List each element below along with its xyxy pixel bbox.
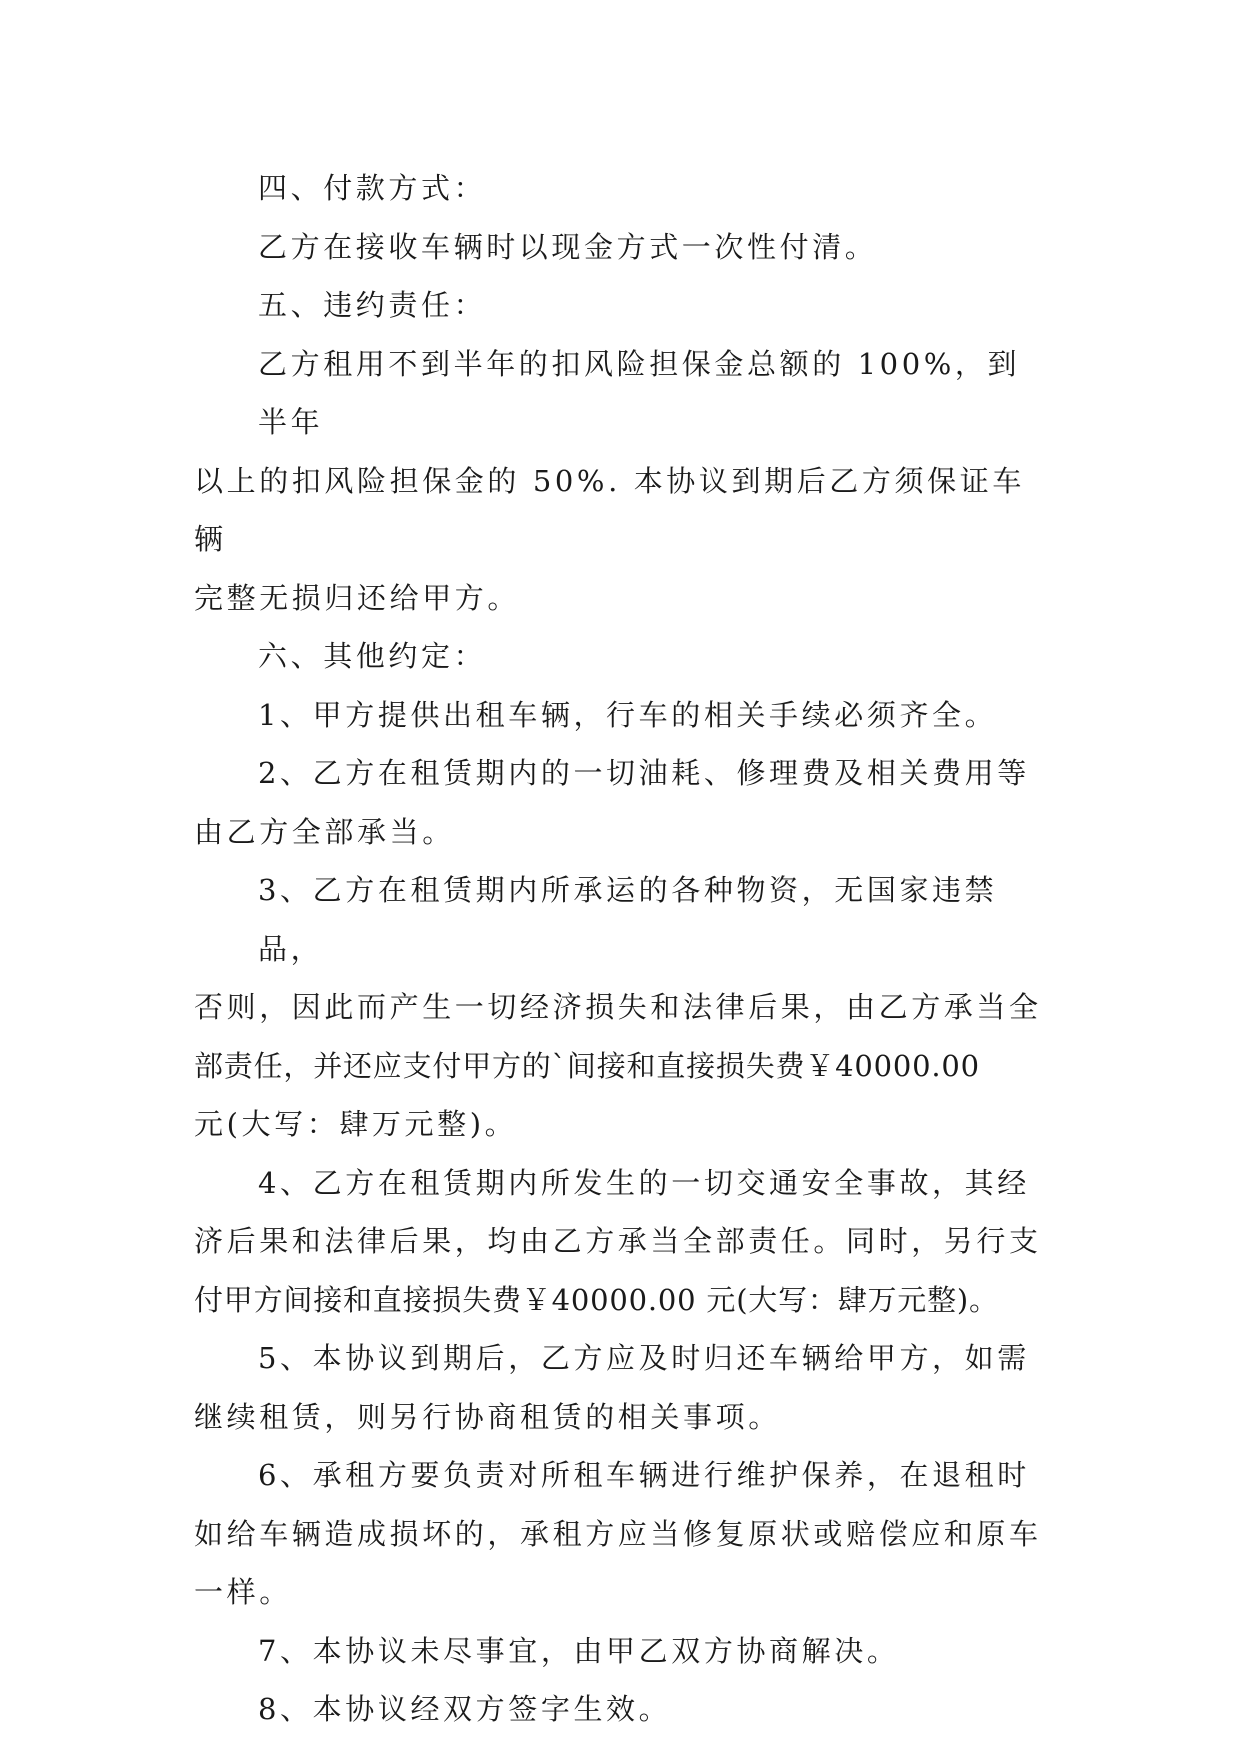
text-line: 乙方租用不到半年的扣风险担保金总额的 100%，到半年	[258, 346, 1021, 439]
text-line: 否则，因此而产生一切经济损失和法律后果，由乙方承当全	[194, 990, 1042, 1024]
section-heading-payment	[194, 159, 1046, 218]
text-line: 1、甲方提供出租车辆，行车的相关手续必须齐全。	[258, 697, 998, 732]
paragraph-payment-terms	[194, 218, 1046, 277]
text-line: 8、本协议经双方签字生效。	[258, 1692, 672, 1726]
text-line: 六、其他约定：	[258, 639, 487, 673]
text-line: 6、承租方要负责对所租车辆进行维护保养，在退租时	[258, 1458, 1030, 1492]
clause-1	[194, 686, 1046, 745]
clause-6	[194, 1446, 1046, 1622]
clause-4	[194, 1154, 1046, 1330]
clause-5	[194, 1329, 1046, 1446]
clause-7	[194, 1622, 1046, 1681]
text-line: 2、乙方在租赁期内的一切油耗、修理费及相关费用等	[258, 756, 1030, 790]
text-line: 五、违约责任：	[258, 288, 487, 322]
text-line: 5、本协议到期后，乙方应及时归还车辆给甲方，如需	[258, 1341, 1030, 1375]
text-line: 乙方在接收车辆时以现金方式一次性付清。	[258, 229, 878, 264]
text-line: 4、乙方在租赁期内所发生的一切交通安全事故，其经	[258, 1165, 1030, 1200]
text-line: 完整无损归还给甲方。	[194, 580, 521, 615]
text-line: 部责任，并还应支付甲方的`间接和直接损失费￥40000.00	[194, 1048, 980, 1083]
text-line: 继续租赁，则另行协商租赁的相关事项。	[194, 1399, 781, 1434]
clause-3	[194, 861, 1046, 1154]
section-heading-liability	[194, 276, 1046, 335]
text-line: 付甲方间接和直接损失费￥40000.00 元(大写：肆万元整)。	[194, 1282, 999, 1317]
text-line: 济后果和法律后果，均由乙方承当全部责任。同时，另行支	[194, 1224, 1042, 1258]
text-line: 如给车辆造成损坏的，承租方应当修复原状或赔偿应和原车	[194, 1516, 1042, 1551]
section-heading-other	[194, 627, 1046, 686]
paragraph-liability-terms	[194, 335, 1046, 628]
text-line: 元(大写：肆万元整)。	[194, 1107, 518, 1141]
text-line: 以上的扣风险担保金的 50%. 本协议到期后乙方须保证车辆	[194, 463, 1025, 556]
text-line: 一样。	[194, 1575, 292, 1609]
text-line: 7、本协议未尽事宜，由甲乙双方协商解决。	[258, 1633, 900, 1668]
document-body	[194, 159, 1046, 1739]
clause-8	[194, 1680, 1046, 1739]
text-line: 由乙方全部承当。	[194, 814, 455, 849]
text-line: 3、乙方在租赁期内所承运的各种物资，无国家违禁品，	[258, 873, 998, 966]
clause-2	[194, 744, 1046, 861]
text-line: 四、付款方式：	[258, 171, 487, 205]
